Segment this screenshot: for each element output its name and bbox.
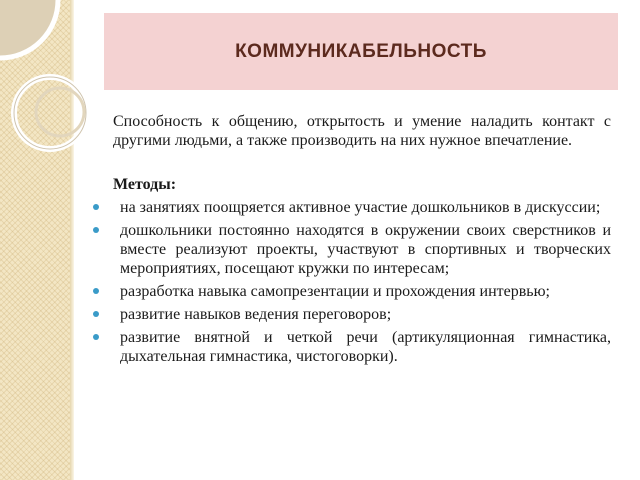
slide-title: КОММУНИКАБЕЛЬНОСТЬ — [235, 40, 487, 62]
bullet-icon — [93, 334, 99, 340]
list-item — [110, 198, 611, 217]
bullet-icon — [93, 288, 99, 294]
bullet-icon — [93, 204, 99, 210]
list-item — [110, 305, 611, 324]
methods-list — [113, 198, 611, 366]
method-text: развитие навыков ведения переговоров; — [120, 306, 392, 323]
bullet-icon — [93, 311, 99, 317]
list-item — [110, 328, 611, 366]
decorative-circles — [0, 0, 110, 170]
method-text: разработка навыка самопрезентации и прохождения интервью; — [120, 283, 550, 300]
bullet-icon — [93, 227, 99, 233]
method-text: на занятиях поощряется активное участие дошкольников в дискуссии; — [120, 199, 601, 216]
methods-heading: Методы: — [113, 176, 177, 193]
method-text: дошкольники постоянно находятся в окружении своих сверстников и вместе реализуют проекты, участвуют в спортивных и творческих мероприятиях, посещают кружки по интересам; — [120, 222, 611, 277]
intro-paragraph: Способность к общению, открытость и умение наладить контакт с другими людьми, а также производить на них нужное впечатление. — [113, 113, 611, 149]
slide-content — [113, 112, 611, 370]
decorative-ring-inner — [36, 88, 84, 136]
list-item — [110, 282, 611, 301]
list-item — [110, 221, 611, 278]
method-text: развитие внятной и четкой речи (артикуляционная гимнастика, дыхательная гимнастика, чистоговорки). — [120, 329, 611, 365]
decorative-ring-outline — [14, 77, 86, 149]
title-band — [104, 13, 618, 90]
